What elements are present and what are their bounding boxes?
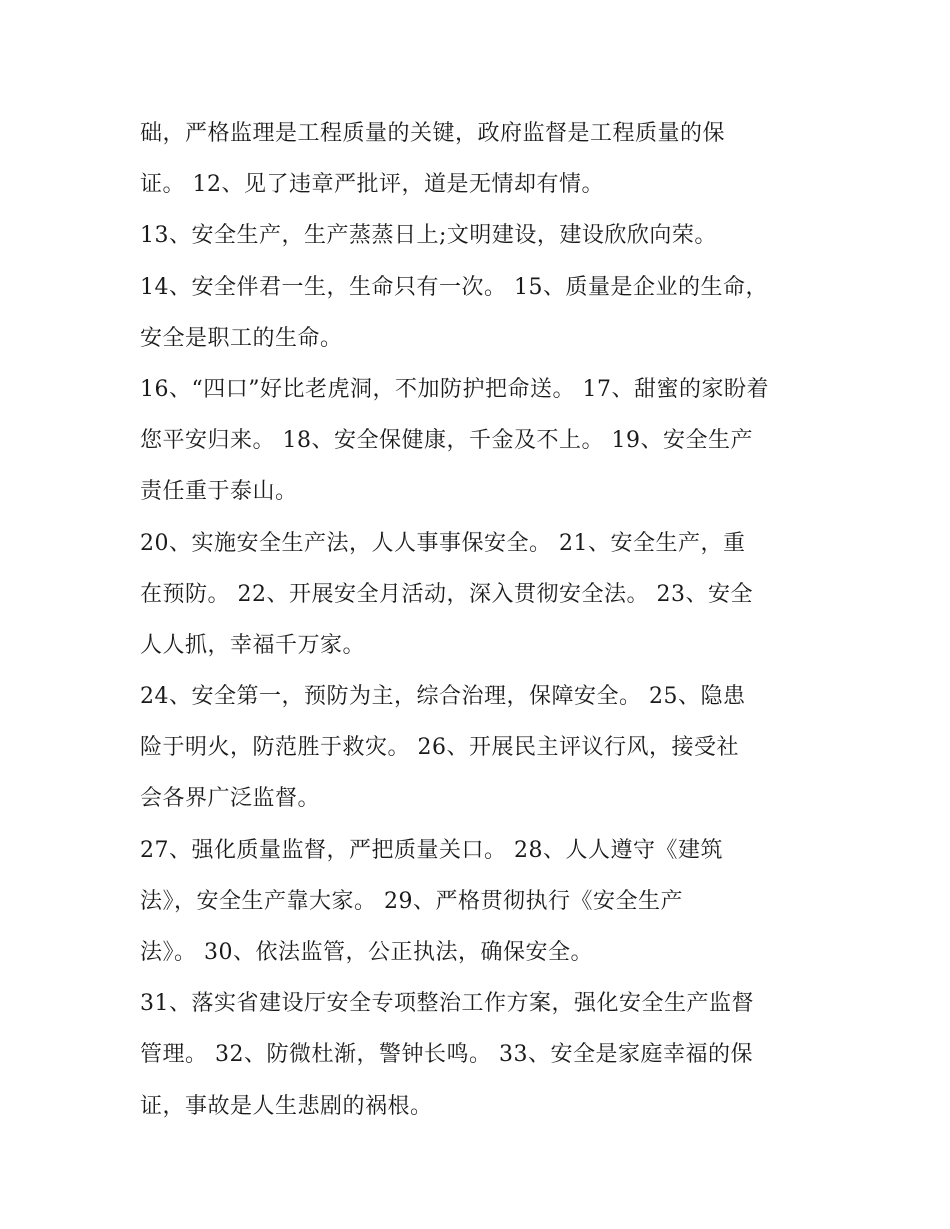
text-line: 险于明火，防范胜于救灾。 26、开展民主评议行风，接受社 xyxy=(140,735,739,761)
text-line: 您平安归来。 18、安全保健康，千金及不上。 19、安全生产 xyxy=(140,428,753,454)
text-line: 安全是职工的生命。 xyxy=(140,325,343,351)
text-line: 责任重于泰山。 xyxy=(140,479,298,505)
text-line: 法》，安全生产靠大家。 29、严格贯彻执行《安全生产 xyxy=(140,888,683,914)
text-line: 20、实施安全生产法，人人事事保安全。 21、安全生产，重 xyxy=(140,530,746,556)
text-line: 14、安全伴君一生，生命只有一次。 15、质量是企业的生命， xyxy=(140,274,768,300)
document-body xyxy=(140,108,820,1132)
text-line: 法》。 30、依法监管，公正执法，确保安全。 xyxy=(140,940,593,965)
text-line: 础，严格监理是工程质量的关键，政府监督是工程质量的保 xyxy=(140,121,726,146)
text-line: 证，事故是人生悲剧的祸根。 xyxy=(140,1093,433,1119)
text-line: 31、落实省建设厅安全专项整治工作方案，强化安全生产监督 xyxy=(140,991,754,1017)
text-line: 在预防。 22、开展安全月活动，深入贯彻安全法。 23、安全 xyxy=(140,581,753,607)
text-line: 16、“四口”好比老虎洞，不加防护把命送。 17、甜蜜的家盼着 xyxy=(140,376,769,402)
text-line: 27、强化质量监督，严把质量关口。 28、人人遵守《建筑 xyxy=(140,837,723,863)
text-line: 24、安全第一，预防为主，综合治理，保障安全。 25、隐患 xyxy=(140,684,746,710)
text-line: 人人抓，幸福千万家。 xyxy=(140,632,366,658)
text-line: 管理。 32、防微杜渐，警钟长鸣。 33、安全是家庭幸福的保 xyxy=(140,1042,753,1068)
text-line: 13、安全生产，生产蒸蒸日上;文明建设，建设欣欣向荣。 xyxy=(140,223,717,249)
text-line: 会各界广泛监督。 xyxy=(140,786,321,812)
text-line: 证。 12、见了违章严批评，道是无情却有情。 xyxy=(140,172,604,198)
